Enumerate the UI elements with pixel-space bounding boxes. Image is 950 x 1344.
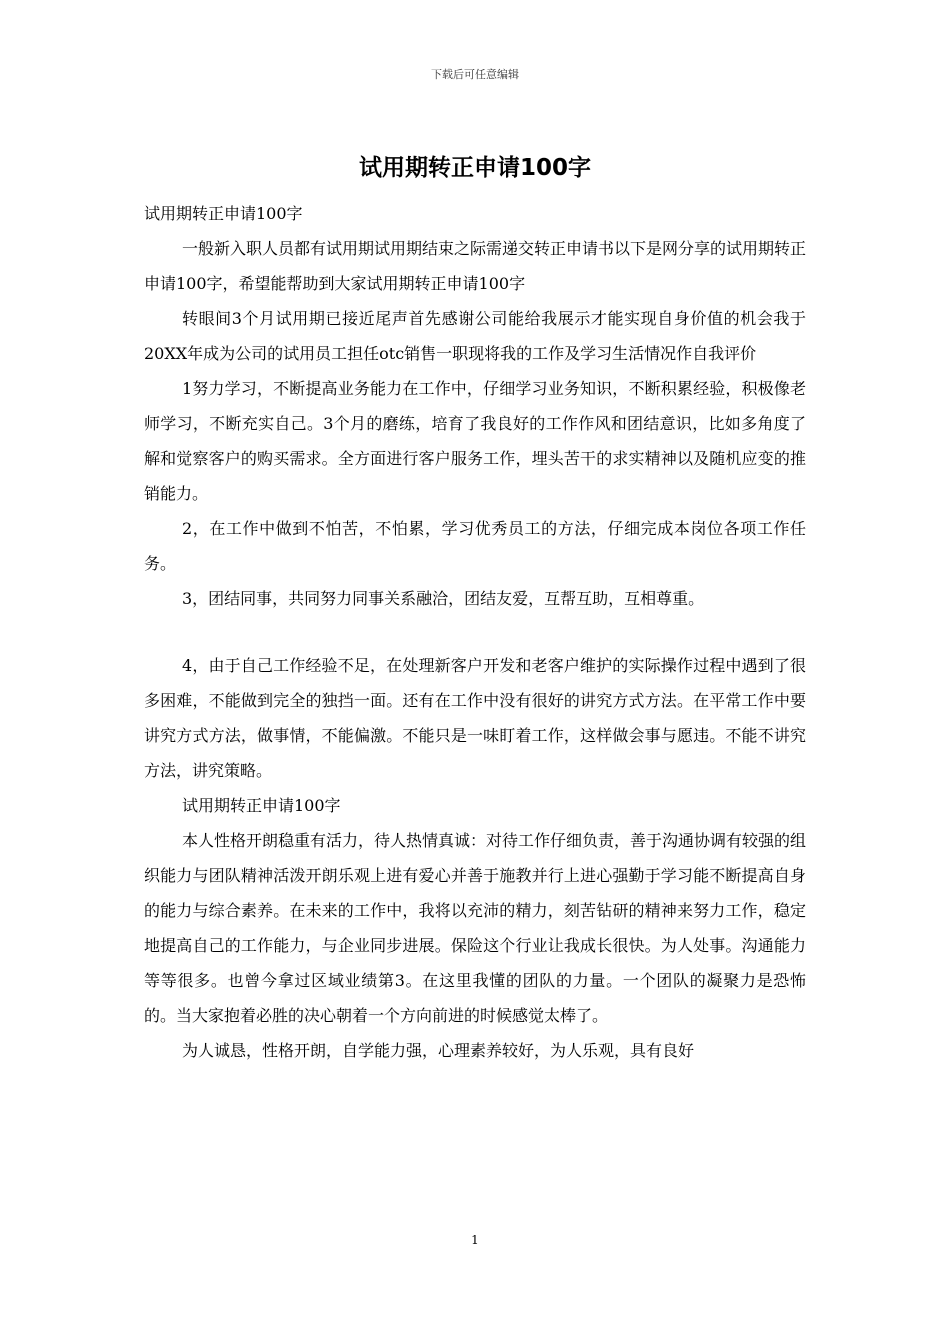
body-paragraph: 2，在工作中做到不怕苦，不怕累，学习优秀员工的方法，仔细完成本岗位各项工作任务。 bbox=[144, 519, 806, 573]
subtitle-paragraph: 试用期转正申请100字 bbox=[144, 204, 303, 223]
body-paragraph: 为人诚恳，性格开朗，自学能力强，心理素养较好，为人乐观，具有良好 bbox=[182, 1041, 695, 1060]
body-paragraph: 本人性格开朗稳重有活力，待人热情真诚：对待工作仔细负责，善于沟通协调有较强的组织能力与团队精神活泼开朗乐观上进有爱心并善于施教并行上进心强勤于学习能不断提高自身的能力与综合素养。在未来的工作中，我将以充沛的精力，刻苦钻研的精神来努力工作，稳定地提高自己的工作能力，与企业同步进展。保险这个行业让我成长很快。为人处事。沟通能力等等很多。也曾今拿过区域业绩第3。在这里我懂的团队的力量。一个团队的凝聚力是恐怖的。当大家抱着必胜的决心朝着一个方向前进的时候感觉太棒了。 bbox=[144, 831, 807, 1025]
section-heading-paragraph: 试用期转正申请100字 bbox=[182, 796, 341, 815]
page-header-note: 下载后可任意编辑 bbox=[431, 68, 519, 81]
body-paragraph: 1努力学习，不断提高业务能力在工作中，仔细学习业务知识，不断积累经验，积极像老师学习，不断充实自己。3个月的磨练，培育了我良好的工作作风和团结意识，比如多角度了解和觉察客户的购买需求。全方面进行客户服务工作，埋头苦干的求实精神以及随机应变的推销能力。 bbox=[144, 379, 806, 503]
document-body bbox=[144, 196, 806, 1068]
page-number: 1 bbox=[471, 1233, 479, 1247]
document-title: 试用期转正申请100字 bbox=[358, 155, 591, 181]
body-paragraph: 转眼间3个月试用期已接近尾声首先感谢公司能给我展示才能实现自身价值的机会我于20XX年成为公司的试用员工担任otc销售一职现将我的工作及学习生活情况作自我评价 bbox=[144, 309, 806, 363]
body-paragraph: 3，团结同事，共同努力同事关系融洽，团结友爱，互帮互助，互相尊重。 bbox=[182, 589, 705, 608]
body-paragraph: 4，由于自己工作经验不足，在处理新客户开发和老客户维护的实际操作过程中遇到了很多困难，不能做到完全的独挡一面。还有在工作中没有很好的讲究方式方法。在平常工作中要讲究方式方法，做事情，不能偏激。不能只是一味盯着工作，这样做会事与愿违。不能不讲究方法，讲究策略。 bbox=[144, 656, 806, 780]
intro-paragraph: 一般新入职人员都有试用期试用期结束之际需递交转正申请书以下是网分享的试用期转正申请100字，希望能帮助到大家试用期转正申请100字 bbox=[144, 239, 807, 293]
